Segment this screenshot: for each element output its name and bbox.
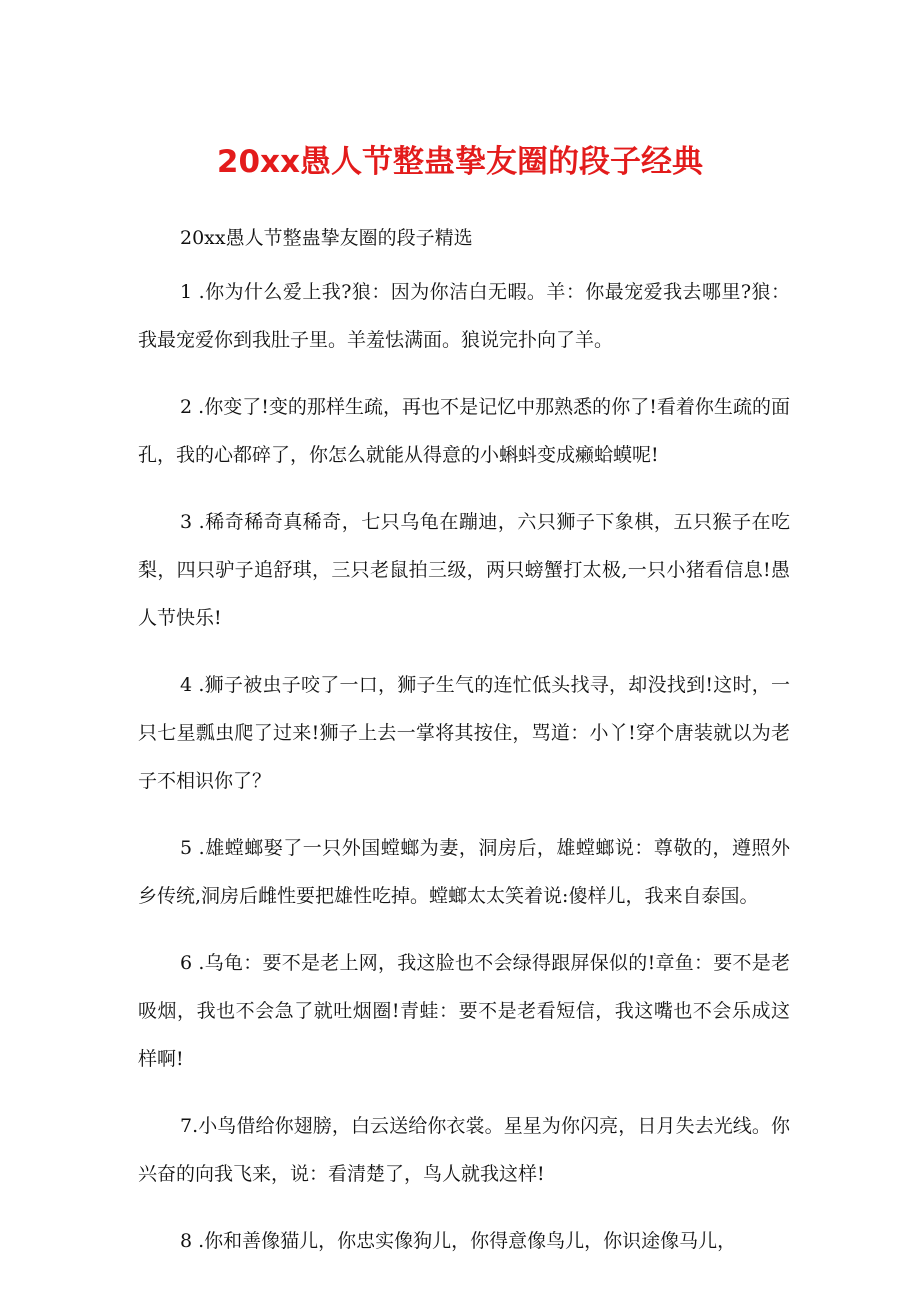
paragraph-2: 2 .你变了!变的那样生疏，再也不是记忆中那熟悉的你了!看着你生疏的面孔，我的心都碎了，你怎么就能从得意的小蝌蚪变成癞蛤蟆呢! xyxy=(138,396,790,466)
paragraph-3: 3 .稀奇稀奇真稀奇，七只乌龟在蹦迪，六只狮子下象棋，五只猴子在吃梨，四只驴子追舒琪，三只老鼠拍三级，两只螃蟹打太极,一只小猪看信息!愚人节快乐! xyxy=(138,511,790,629)
paragraph-8: 8 .你和善像猫儿，你忠实像狗儿，你得意像鸟儿，你识途像马儿， xyxy=(180,1230,737,1252)
paragraph-7: 7.小鸟借给你翅膀，白云送给你衣裳。星星为你闪亮，日月失去光线。你兴奋的向我飞来，说：看清楚了，鸟人就我这样! xyxy=(138,1115,790,1185)
paragraph-4: 4 .狮子被虫子咬了一口，狮子生气的连忙低头找寻，却没找到!这时，一只七星瓢虫爬了过来!狮子上去一掌将其按住，骂道：小丫!穿个唐装就以为老子不相识你了？ xyxy=(138,674,790,792)
document-body xyxy=(138,268,790,1284)
paragraph-5: 5 .雄螳螂娶了一只外国螳螂为妻，洞房后，雄螳螂说：尊敬的，遵照外乡传统,洞房后雌性要把雄性吃掉。螳螂太太笑着说:傻样儿，我来自泰国。 xyxy=(138,837,790,907)
paragraph-1: 1 .你为什么爱上我?狼：因为你洁白无暇。羊：你最宠爱我去哪里?狼：我最宠爱你到我肚子里。羊羞怯满面。狼说完扑向了羊。 xyxy=(138,281,790,351)
document-title: 20xx愚人节整蛊挚友圈的段子经典 xyxy=(216,144,704,180)
document-subtitle: 20xx愚人节整蛊挚友圈的段子精选 xyxy=(180,227,473,249)
paragraph-6: 6 .乌龟：要不是老上网，我这脸也不会绿得跟屏保似的!章鱼：要不是老吸烟，我也不会急了就吐烟圈!青蛙：要不是老看短信，我这嘴也不会乐成这样啊! xyxy=(138,952,790,1070)
